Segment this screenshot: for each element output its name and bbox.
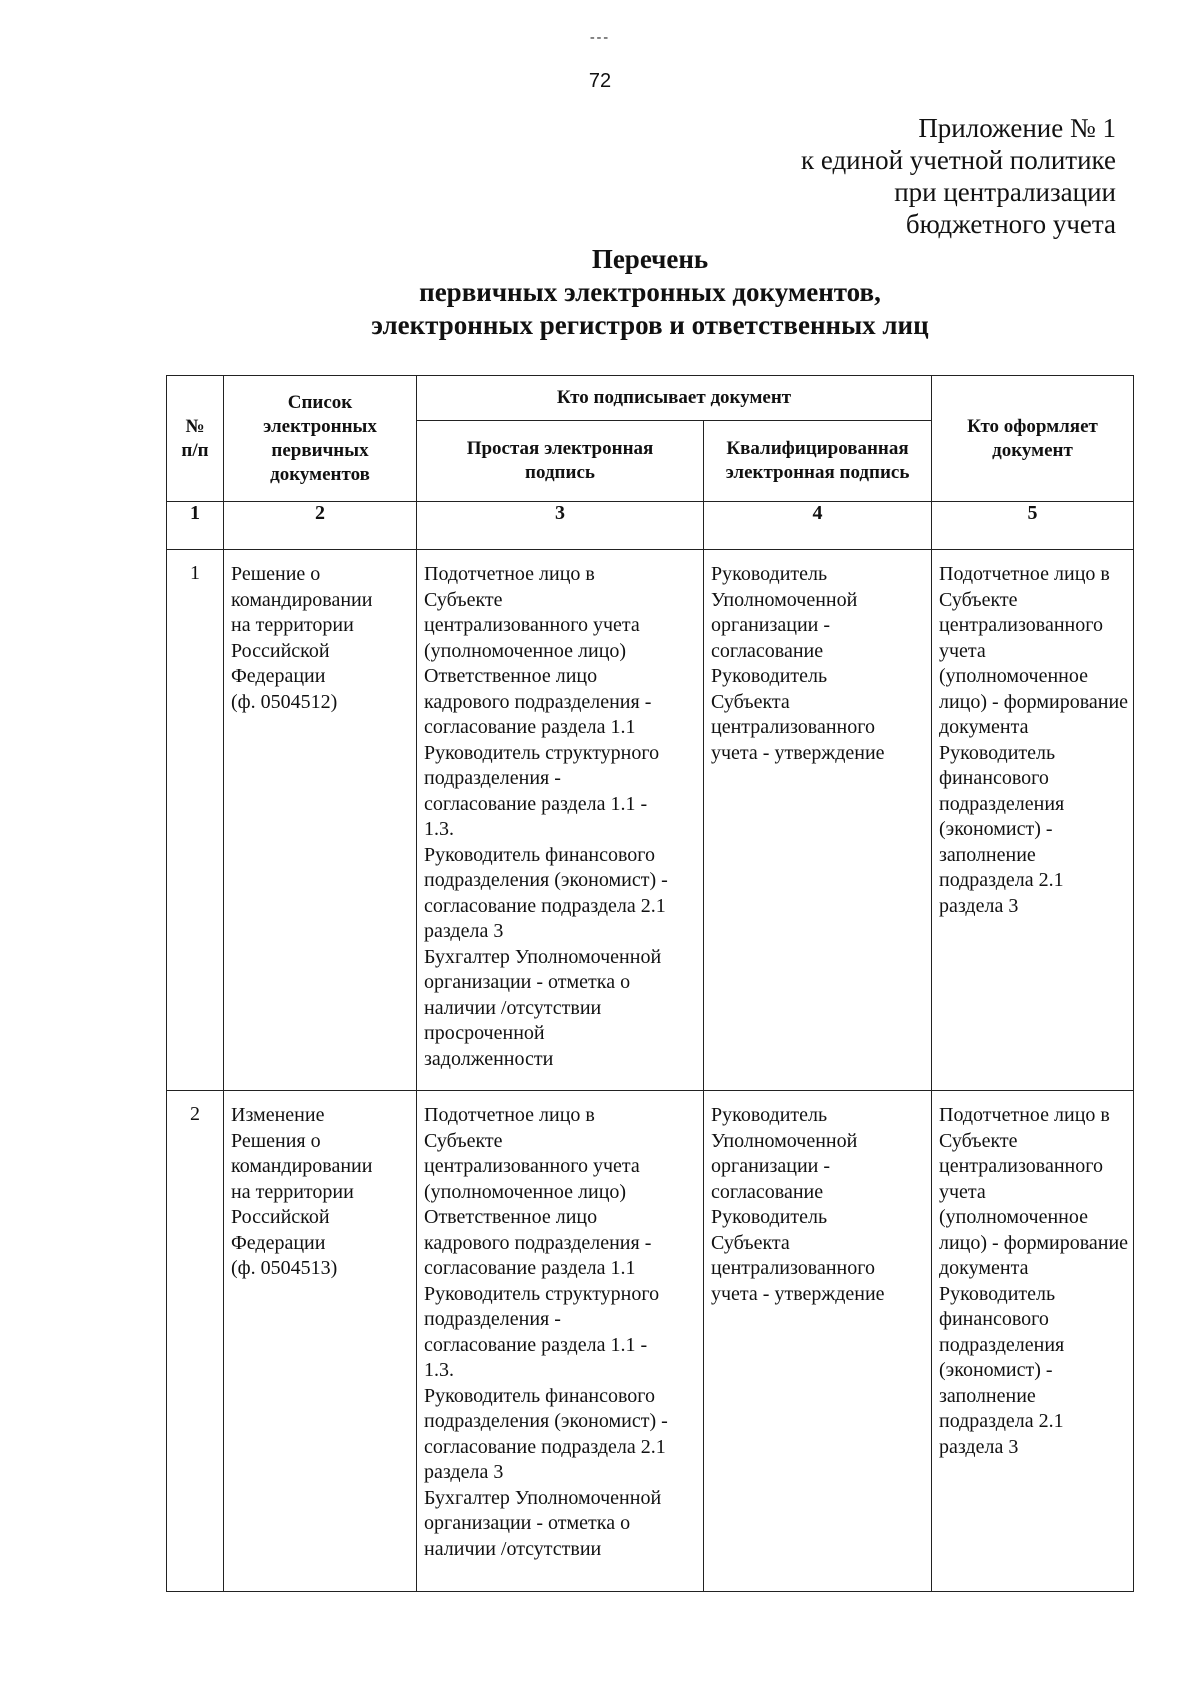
table-row [167, 550, 1134, 1091]
cell-line: подраздела 2.1 [939, 1410, 1064, 1432]
header-line: подпись [525, 462, 595, 483]
cell-line: раздела 3 [939, 894, 1019, 917]
cell-line: Изменение [231, 1104, 325, 1126]
header-line: электронная подпись [725, 462, 910, 483]
cell-line: документа [939, 1257, 1029, 1279]
header-line: документ [992, 439, 1073, 461]
header-doc-list [224, 376, 417, 502]
cell-line: раздела 3 [424, 920, 504, 942]
cell-line: согласование [711, 639, 824, 662]
cell-simple-signature [417, 1091, 704, 1592]
header-num [167, 376, 224, 502]
registry-table [166, 375, 1134, 1592]
cell-who-prepares [932, 550, 1134, 1091]
cell-line: кадрового подразделения - [424, 1231, 652, 1254]
column-number: 2 [224, 502, 417, 550]
column-number: 3 [417, 502, 704, 550]
cell-line: наличии /отсутствии [424, 996, 602, 1019]
cell-line: организации - отметка о [424, 1512, 631, 1534]
cell-line: Российской [231, 639, 330, 662]
cell-line: подразделения - [424, 767, 561, 789]
cell-line: командировании [231, 1155, 373, 1177]
cell-line: заполнение [939, 1384, 1036, 1407]
cell-line: подразделения [939, 1333, 1065, 1356]
cell-line: Бухгалтер Уполномоченной [424, 1486, 662, 1509]
cell-line: Руководитель финансового [424, 843, 655, 866]
cell-line: подразделения (экономист) - [424, 869, 668, 891]
cell-line: подразделения - [424, 1308, 561, 1330]
cell-line: согласование раздела 1.1 [424, 1257, 636, 1279]
cell-line: заполнение [939, 843, 1036, 866]
cell-line: Подотчетное лицо в [424, 1104, 595, 1126]
cell-simple-signature [417, 550, 704, 1091]
cell-line: подразделения (экономист) - [424, 1410, 668, 1432]
cell-line: наличии /отсутствии [424, 1537, 602, 1560]
cell-line: Субъекте [939, 1129, 1018, 1152]
cell-document [224, 550, 417, 1091]
cell-line: Подотчетное лицо в [939, 1104, 1110, 1126]
table-row [167, 1091, 1134, 1592]
column-number: 4 [704, 502, 932, 550]
title-line: первичных электронных документов, [419, 277, 881, 307]
header-line: Простая электронная [466, 438, 654, 459]
cell-qualified-signature [704, 550, 932, 1091]
header-line: Кто оформляет [967, 415, 1098, 437]
header-line: № [185, 415, 205, 437]
cell-line: Руководитель [939, 1282, 1056, 1305]
header-simple-signature [417, 421, 704, 502]
appendix-line: при централизации [894, 177, 1116, 207]
cell-line: (уполномоченное [939, 1206, 1089, 1228]
column-number: 5 [932, 502, 1134, 550]
cell-line: Ответственное лицо [424, 1206, 598, 1228]
page-number: 72 [588, 70, 612, 92]
cell-line: документа [939, 716, 1029, 738]
cell-line: Уполномоченной [711, 588, 858, 611]
cell-line: согласование подраздела 2.1 [424, 894, 666, 917]
cell-line: Ответственное лицо [424, 665, 598, 687]
cell-line: Федерации [231, 1231, 326, 1254]
cell-line: подраздела 2.1 [939, 869, 1064, 891]
header-line: п/п [181, 439, 209, 461]
column-number-row [167, 502, 1134, 550]
header-line: первичных [271, 439, 369, 461]
cell-line: (ф. 0504512) [231, 690, 338, 713]
cell-line: централизованного [939, 1155, 1103, 1177]
cell-line: (уполномоченное лицо) [424, 639, 627, 662]
appendix-line: Приложение № 1 [918, 113, 1116, 143]
cell-line: Руководитель [711, 1206, 828, 1228]
cell-line: задолженности [424, 1047, 554, 1070]
cell-who-prepares [932, 1091, 1134, 1592]
cell-line: 1.3. [424, 1359, 454, 1381]
cell-line: раздела 3 [939, 1435, 1019, 1458]
appendix-header [801, 112, 1116, 240]
cell-line: Федерации [231, 665, 326, 687]
cell-line: согласование раздела 1.1 - [424, 1333, 648, 1356]
cell-line: финансового [939, 767, 1049, 789]
cell-line: (уполномоченное [939, 665, 1089, 687]
cell-line: лицо) - формирование [939, 1231, 1129, 1254]
appendix-line: бюджетного учета [905, 209, 1116, 239]
page-mark: --- [590, 30, 610, 45]
cell-line: централизованного учета [424, 1155, 640, 1177]
cell-line: на территории [231, 1180, 354, 1203]
cell-line: Субъекта [711, 690, 790, 713]
cell-line: Субъекте [424, 588, 503, 611]
cell-line: учета - утверждение [711, 1282, 885, 1305]
cell-line: подразделения [939, 792, 1065, 815]
header-line: документов [270, 463, 370, 485]
cell-line: Субъекте [424, 1129, 503, 1152]
cell-line: 1.3. [424, 818, 454, 840]
cell-line: организации - отметка о [424, 971, 631, 993]
cell-line: Руководитель [939, 741, 1056, 764]
header-line: электронных [263, 415, 377, 437]
cell-line: организации - [711, 1155, 831, 1177]
cell-line: раздела 3 [424, 1461, 504, 1483]
header-line: Квалифицированная [726, 438, 909, 459]
column-number: 1 [167, 502, 224, 550]
cell-line: согласование раздела 1.1 - [424, 792, 648, 815]
cell-line: Решение о [231, 563, 321, 585]
cell-line: командировании [231, 588, 373, 611]
cell-line: финансового [939, 1308, 1049, 1330]
cell-line: Руководитель [711, 665, 828, 687]
cell-line: Руководитель [711, 1104, 828, 1126]
cell-line: лицо) - формирование [939, 690, 1129, 713]
cell-line: Подотчетное лицо в [939, 563, 1110, 585]
cell-line: Субъекта [711, 1231, 790, 1254]
cell-line: (экономист) - [939, 1359, 1053, 1381]
header-qualified-signature [704, 421, 932, 502]
cell-line: Руководитель структурного [424, 1282, 660, 1305]
cell-line: (экономист) - [939, 818, 1053, 840]
cell-line: централизованного [711, 1257, 875, 1279]
cell-line: Бухгалтер Уполномоченной [424, 945, 662, 968]
cell-line: централизованного [939, 614, 1103, 636]
header-line: Список [287, 391, 353, 413]
cell-line: учета - утверждение [711, 741, 885, 764]
title-line: электронных регистров и ответственных лиц [371, 310, 929, 340]
appendix-line: к единой учетной политике [800, 145, 1116, 175]
cell-line: Решения о [231, 1129, 321, 1152]
cell-line: Руководитель структурного [424, 741, 660, 764]
cell-line: (ф. 0504513) [231, 1257, 338, 1279]
cell-document [224, 1091, 417, 1592]
cell-line: просроченной [424, 1022, 545, 1044]
cell-line: кадрового подразделения - [424, 690, 652, 713]
cell-line: Руководитель [711, 563, 828, 585]
cell-qualified-signature [704, 1091, 932, 1592]
row-number: 2 [167, 1091, 224, 1592]
cell-line: Российской [231, 1206, 330, 1228]
cell-line: Подотчетное лицо в [424, 563, 595, 585]
document-title [0, 243, 1200, 342]
cell-line: учета [939, 639, 986, 662]
title-line: Перечень [591, 244, 709, 274]
row-number: 1 [167, 550, 224, 1091]
cell-line: согласование [711, 1180, 824, 1203]
header-who-prepares [932, 376, 1134, 502]
cell-line: Субъекте [939, 588, 1018, 611]
cell-line: организации - [711, 614, 831, 636]
cell-line: на территории [231, 614, 354, 636]
cell-line: Уполномоченной [711, 1129, 858, 1152]
header-who-signs: Кто подписывает документ [417, 376, 932, 421]
cell-line: Руководитель финансового [424, 1384, 655, 1407]
cell-line: учета [939, 1180, 986, 1203]
cell-line: централизованного [711, 716, 875, 738]
cell-line: (уполномоченное лицо) [424, 1180, 627, 1203]
cell-line: согласование подраздела 2.1 [424, 1435, 666, 1458]
table-header-row [167, 376, 1134, 421]
cell-line: согласование раздела 1.1 [424, 716, 636, 738]
cell-line: централизованного учета [424, 614, 640, 636]
